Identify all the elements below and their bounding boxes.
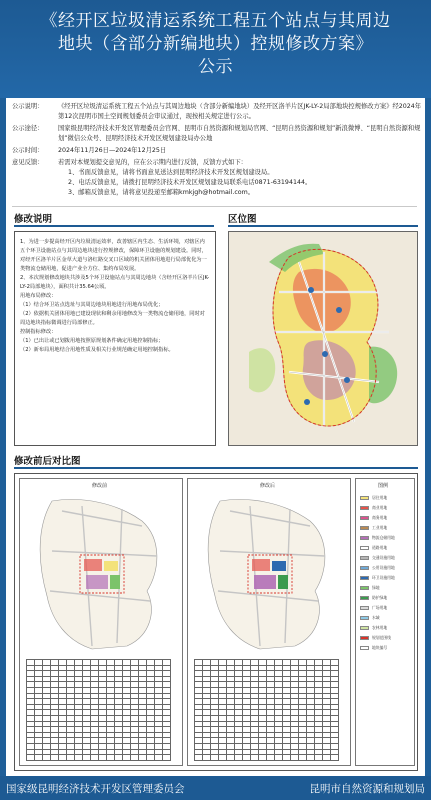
- info-value: [58, 158, 422, 198]
- title-line-3: 公示: [198, 57, 233, 77]
- legend-label: 环卫设施用地: [372, 575, 395, 580]
- note-paragraph: 2、本次规划修改地块共涉及5个环卫设施站点与其周边地块（含经开区洛羊片区JK-LY-2局部地块），面积共计35.64公顷。: [20, 275, 210, 290]
- info-block: [12, 102, 422, 198]
- legend-swatch: [360, 546, 369, 550]
- before-title: 修改前: [92, 483, 108, 489]
- legend-swatch: [360, 646, 369, 650]
- feedback-item: 2、电话反馈意见，请拨打昆明经济技术开发区规划建设局联系电话0871-63194144。: [68, 179, 312, 186]
- before-map: [22, 491, 180, 651]
- legend-label: 居住用地: [372, 495, 388, 500]
- modify-note-box: [14, 231, 216, 446]
- legend-item: [360, 615, 380, 621]
- legend-swatch: [360, 556, 369, 560]
- legend-item: [360, 645, 387, 651]
- section-title-location: 区位图: [228, 214, 257, 225]
- location-map: [228, 231, 418, 446]
- note-paragraph: （2）新布局用地结合用地性质及相关行业规范确定用地控制指标。: [20, 347, 174, 353]
- legend-item: [360, 565, 395, 571]
- info-key: 意见反馈：: [12, 159, 44, 166]
- legend-swatch: [360, 626, 369, 630]
- legend-swatch: [360, 636, 369, 640]
- note-paragraph: 控制指标修改：: [20, 329, 57, 335]
- legend-item: [360, 605, 387, 611]
- legend-title: 图例: [378, 483, 389, 489]
- section-rule: [228, 225, 418, 227]
- footer-left: 国家级昆明经济技术开发区管理委员会: [6, 782, 185, 795]
- legend-swatch: [360, 576, 369, 580]
- legend-swatch: [360, 536, 369, 540]
- section-rule: [14, 467, 418, 469]
- legend-swatch: [360, 586, 369, 590]
- location-map-graphic: [229, 232, 418, 446]
- after-table: [194, 659, 339, 761]
- info-channel: [12, 124, 422, 144]
- feedback-item: 1、书面反馈意见，请将书面意见送达到昆明经济技术开发区规划建设局。: [68, 169, 274, 176]
- note-paragraph: （2）依据机关团体用地已建设现状和剩余用地修改为一类物流仓储用地，同时对周边地块指标微调进行局部修正。: [20, 311, 205, 326]
- before-table: [26, 659, 171, 761]
- legend-swatch: [360, 596, 369, 600]
- legend-label: 公用设施用地: [372, 565, 395, 570]
- note-paragraph: （1）已出让或已划拨用地按照原规划条件确定用地控制指标；: [20, 338, 164, 344]
- page-header: [0, 0, 431, 98]
- legend-item: [360, 505, 387, 511]
- footer-right: 昆明市自然资源和规划局: [309, 782, 425, 795]
- legend-item: [360, 495, 387, 501]
- section-title-modify: 修改说明: [14, 214, 53, 225]
- legend-label: 防护绿地: [372, 595, 388, 600]
- section-rule: [14, 225, 214, 227]
- info-key: 公示时间：: [12, 147, 44, 154]
- legend-label: 工业用地: [372, 525, 388, 530]
- note-paragraph: （1）结合环卫站点选址与其周边地块用地进行用地布局优化；: [20, 302, 164, 308]
- legend-label: 水域: [372, 615, 380, 620]
- title-line-1: 《经开区垃圾清运系统工程五个站点与其周边: [40, 11, 391, 31]
- info-key: 公示说明：: [12, 103, 44, 110]
- legend-label: 商务用地: [372, 515, 388, 520]
- legend-swatch: [360, 506, 369, 510]
- divider: [12, 206, 417, 207]
- legend-item: [360, 535, 395, 541]
- modify-note: [15, 232, 215, 361]
- info-key: 公示途径：: [12, 125, 44, 132]
- title-line-2: 地块（含部分新编地块）控规修改方案》: [58, 34, 373, 54]
- feedback-email[interactable]: 3、邮箱反馈意见，请将意见投递至邮箱kmkjgh@hotmail.com。: [68, 189, 255, 196]
- info-value: 国家级昆明经济技术开发区管理委员会官网、昆明市自然资源和规划局官网、“昆明自然资源和规划”新浪微博、“昆明自然资源和规划”微信公众号、昆明经济技术开发区规划建设局办公地: [58, 125, 421, 142]
- legend-label: 物流仓储用地: [372, 535, 395, 540]
- legend-swatch: [360, 526, 369, 530]
- legend-item: [360, 575, 395, 581]
- legend-label: 地块编号: [372, 645, 388, 650]
- legend-item: [360, 585, 380, 591]
- after-title: 修改后: [260, 483, 276, 489]
- legend-swatch: [360, 616, 369, 620]
- legend-swatch: [360, 516, 369, 520]
- legend-item: [360, 625, 387, 631]
- legend-item: [360, 635, 391, 641]
- compare-frame: [14, 473, 418, 771]
- legend-item: [360, 595, 387, 601]
- before-panel: [19, 478, 183, 766]
- info-feedback: [12, 158, 422, 198]
- after-panel: [187, 478, 351, 766]
- section-title-compare: 修改前后对比图: [14, 456, 81, 467]
- feedback-intro: 若需对本规划提交意见的，应在公示期内进行反馈，反馈方式如下：: [58, 159, 247, 166]
- legend-item: [360, 525, 387, 531]
- legend-panel: [355, 478, 415, 766]
- legend-label: 广场用地: [372, 605, 388, 610]
- info-value: 《经开区垃圾清运系统工程五个站点与其周边地块（含部分新编地块）及经开区洛羊片区JK-LY-2局部地块控规修改方案》经2024年第12次昆明市国土空间规划委员会审议通过，现按相关规定进行公示。: [58, 103, 422, 120]
- legend-label: 绿地: [372, 585, 380, 590]
- legend-swatch: [360, 606, 369, 610]
- legend-label: 道路用地: [372, 545, 388, 550]
- legend-swatch: [360, 496, 369, 500]
- legend-label: 交通设施用地: [372, 555, 395, 560]
- info-period: [12, 146, 422, 156]
- legend-item: [360, 515, 387, 521]
- legend-label: 规划范围线: [372, 635, 391, 640]
- legend-item: [360, 545, 387, 551]
- legend-label: 商业用地: [372, 505, 388, 510]
- info-value: 2024年11月26日—2024年12月25日: [58, 147, 167, 154]
- page-footer: [0, 776, 431, 800]
- legend-swatch: [360, 566, 369, 570]
- legend-label: 农林用地: [372, 625, 388, 630]
- notice-sheet: [6, 98, 425, 776]
- note-paragraph: 用地布局修改：: [20, 293, 57, 299]
- after-map: [190, 491, 348, 651]
- note-paragraph: 1、为进一步提高经开区内垃圾清运效率，改善辖区内生态、生活环境，对辖区内五个环卫设施站点与其周边地块进行控规修改，保障环卫设施的规划建设。同时，对经开区洛羊片区金草大道与洛红路交叉口区域的机关团体用地进行局部优化为一类物流仓储用地，促进产业全方位、集约布局发展。: [20, 239, 207, 272]
- legend-item: [360, 555, 395, 561]
- info-desc: [12, 102, 422, 122]
